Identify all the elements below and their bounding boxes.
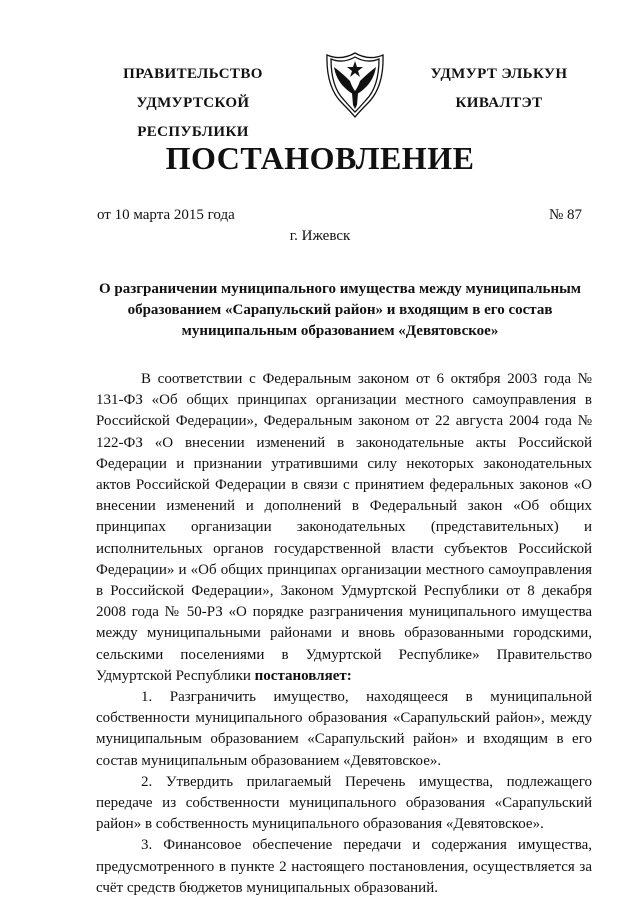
item-2-paragraph: 2. Утвердить прилагаемый Перечень имущества, подлежащего передаче из собственности муниципального образования «Сарапульский район» в собственность муниципального образования «Девятовское». bbox=[96, 773, 592, 833]
org-name-russian bbox=[88, 60, 298, 147]
document-title-line2: образованием «Сарапульский район» и входящим в его состав bbox=[127, 302, 553, 318]
document-title bbox=[90, 279, 590, 342]
item-3-paragraph: 3. Финансовое обеспечение передачи и содержания имущества, предусмотренного в пункте 2 настоящего постановления, осуществляется за счёт средств бюджетов муниципальных образований. bbox=[96, 837, 592, 896]
document-title-line1: О разграничении муниципального имущества между муниципальным bbox=[98, 281, 582, 297]
document-date: от 10 марта 2015 года bbox=[97, 207, 235, 223]
org-name-russian-line2: УДМУРТСКОЙ РЕСПУБЛИКИ bbox=[136, 95, 250, 140]
preamble-text: В соответствии с Федеральным законом от 6 октября 2003 года № 131-ФЗ «Об общих принципах организации местного самоуправления в Российской Федерации», Федеральным законом от 22 августа 2004 года № 122-ФЗ «О внесении изменений в законодательные акты Российской Федерации и признании утратившими силу некоторых законодательных актов Российской Федерации в связи с принятием федеральных законов «О внесении изменений и дополнений в Федеральный закон «Об общих принципах организации законодательных (представительных) и исполнительных органов государственной власти субъектов Российской Федерации» и «Об общих принципах организации местного самоуправления в Российской Федерации», Законом Удмуртской Республики от 8 декабря 2008 года № 50-РЗ «О порядке разграничения муниципального имущества между муниципальными районами и вновь образованными городскими, сельскими поселениями в Удмуртской Республике» Правительство Удмуртской Республики bbox=[96, 371, 592, 684]
decree-word: постановляет bbox=[254, 667, 347, 684]
document-number: № 87 bbox=[548, 207, 582, 223]
org-name-udmurt-line2: КИВАЛТЭТ bbox=[455, 95, 543, 111]
document-title-line3: муниципальным образованием «Девятовское» bbox=[181, 323, 499, 339]
org-name-udmurt bbox=[408, 60, 590, 118]
document-city: г. Ижевск bbox=[289, 228, 351, 244]
org-name-udmurt-line1: УДМУРТ ЭЛЬКУН bbox=[430, 66, 568, 82]
preamble-paragraph bbox=[96, 369, 592, 687]
decree-colon: : bbox=[346, 667, 352, 684]
udmurtia-coat-of-arms-icon bbox=[322, 47, 388, 119]
document-type-heading: ПОСТАНОВЛЕНИЕ bbox=[165, 140, 475, 176]
document-body bbox=[96, 369, 592, 899]
org-name-russian-line1: ПРАВИТЕЛЬСТВО bbox=[123, 66, 263, 82]
item-1-paragraph: 1. Разграничить имущество, находящееся в муниципальной собственности муниципального образования «Сарапульский район», между муниципальным образованием «Сарапульский район» и входящим в его состав муниципальным образованием «Девятовское». bbox=[96, 689, 592, 769]
